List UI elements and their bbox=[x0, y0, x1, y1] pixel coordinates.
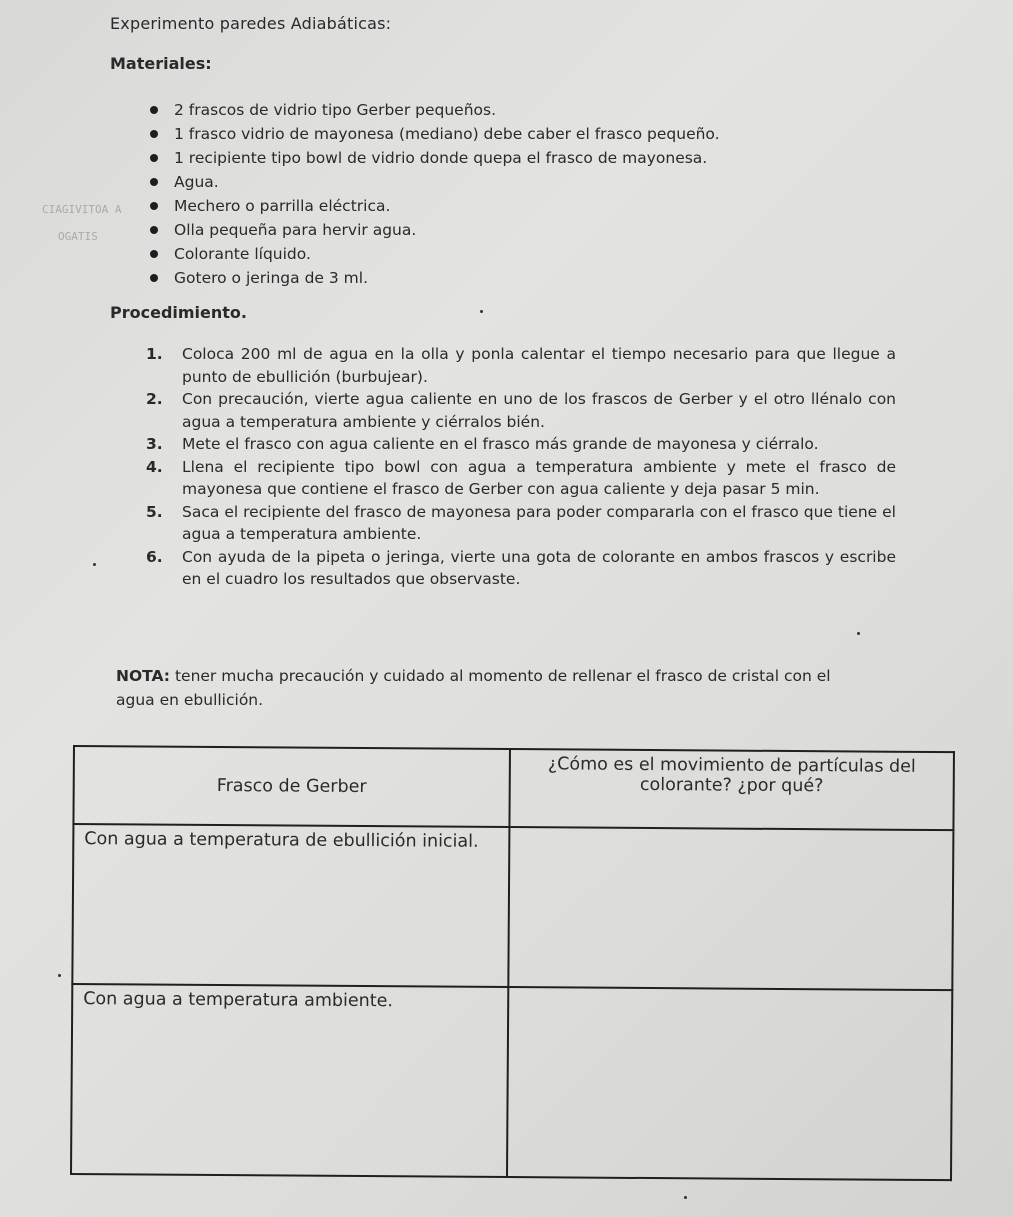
paper-speck bbox=[93, 563, 96, 566]
answer-cell-boiling[interactable] bbox=[508, 827, 953, 990]
bullet-icon bbox=[150, 130, 158, 138]
procedure-step: 6. Con ayuda de la pipeta o jeringa, vierte una gota de colorante en ambos frascos y escribe en el cuadro los resultados que observaste. bbox=[146, 547, 896, 588]
paper-speck bbox=[857, 632, 860, 635]
procedure-step: 1. Coloca 200 ml de agua en la olla y ponla calentar el tiempo necesario para que llegue a punto de ebullición (burbujear). bbox=[146, 345, 896, 386]
bullet-icon bbox=[150, 250, 158, 258]
materials-item: Colorante líquido. bbox=[150, 243, 720, 267]
table-row bbox=[72, 824, 953, 990]
row-label-ambient: Con agua a temperatura ambiente. bbox=[71, 984, 508, 1177]
bullet-icon bbox=[150, 106, 158, 114]
procedure-step: 2. Con precaución, vierte agua caliente en uno de los frascos de Gerber y el otro llénalo con agua a temperatura ambiente y ciérralos bién. bbox=[146, 390, 896, 431]
margin-ghost-text-1: CIAGIVITOA A bbox=[42, 203, 122, 216]
materials-item: Olla pequeña para hervir agua. bbox=[150, 219, 720, 243]
materials-list bbox=[150, 99, 720, 291]
safety-note bbox=[116, 664, 866, 712]
procedure-step: 5. Saca el recipiente del frasco de mayonesa para poder compararla con el frasco que tiene el agua a temperatura ambiente. bbox=[146, 502, 896, 543]
margin-ghost-text-2: OGATIS bbox=[58, 230, 98, 243]
paper-speck bbox=[58, 974, 61, 977]
materials-item: Agua. bbox=[150, 171, 720, 195]
materials-item: 1 frasco vidrio de mayonesa (mediano) debe caber el frasco pequeño. bbox=[150, 123, 720, 147]
bullet-icon bbox=[150, 274, 158, 282]
materials-item: Mechero o parrilla eléctrica. bbox=[150, 195, 720, 219]
paper-speck bbox=[480, 310, 483, 313]
procedure-step: 3. Mete el frasco con agua caliente en el frasco más grande de mayonesa y ciérralo. bbox=[146, 435, 819, 453]
bullet-icon bbox=[150, 202, 158, 210]
procedure-heading: Procedimiento. bbox=[110, 303, 247, 322]
bullet-icon bbox=[150, 178, 158, 186]
procedure-step: 4. Llena el recipiente tipo bowl con agua a temperatura ambiente y mete el frasco de mayonesa que contiene el frasco de Gerber con agua caliente y deja pasar 5 min. bbox=[146, 457, 896, 498]
procedure-list bbox=[146, 343, 896, 591]
note-label: NOTA: bbox=[116, 667, 171, 685]
experiment-title: Experimento paredes Adiabáticas: bbox=[110, 14, 392, 33]
materials-heading: Materiales: bbox=[110, 54, 212, 73]
results-table bbox=[70, 745, 955, 1181]
materials-item: Gotero o jeringa de 3 ml. bbox=[150, 267, 720, 291]
materials-item: 1 recipiente tipo bowl de vidrio donde quepa el frasco de mayonesa. bbox=[150, 147, 720, 171]
paper-speck bbox=[684, 1196, 687, 1199]
table-header-row bbox=[73, 746, 954, 830]
note-text: tener mucha precaución y cuidado al momento de rellenar el frasco de cristal con el agua en ebullición. bbox=[116, 667, 831, 709]
row-label-boiling: Con agua a temperatura de ebullición inicial. bbox=[72, 824, 509, 987]
header-jar: Frasco de Gerber bbox=[73, 746, 510, 827]
bullet-icon bbox=[150, 226, 158, 234]
answer-cell-ambient[interactable] bbox=[507, 987, 952, 1180]
table-row bbox=[71, 984, 952, 1180]
bullet-icon bbox=[150, 154, 158, 162]
header-question: ¿Cómo es el movimiento de partículas del colorante? ¿por qué? bbox=[509, 749, 954, 830]
materials-item: 2 frascos de vidrio tipo Gerber pequeños. bbox=[150, 99, 720, 123]
